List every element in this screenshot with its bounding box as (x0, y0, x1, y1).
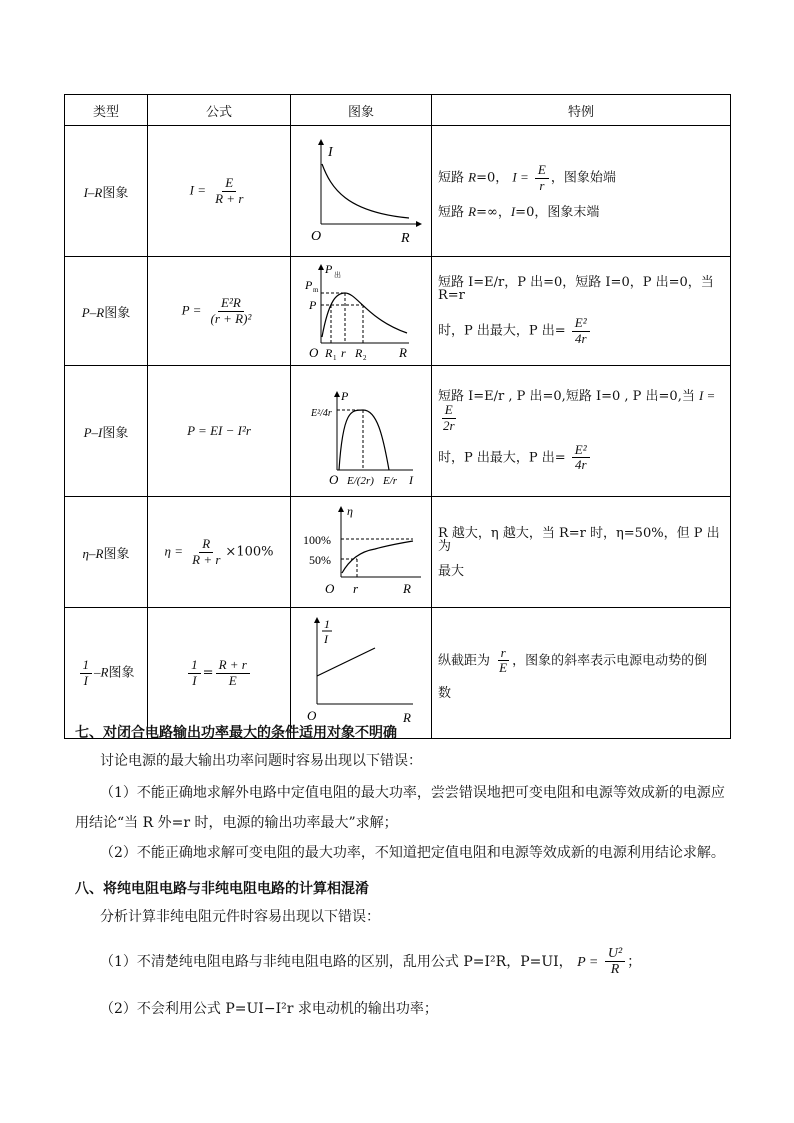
formula-cell: P = $\frac{\text{E²R}}{\text{(r + R)²}}$ (148, 257, 291, 366)
table-row (65, 366, 731, 497)
svg-text:2: 2 (363, 354, 367, 361)
type-cell: I–R图象 (65, 126, 148, 257)
section-7-item-1: （1）不能正确地求解外电路中定值电阻的最大功率，尝尝错误地把可变电阻和电源等效成新的电源应 (100, 785, 725, 801)
svg-text:I: I (324, 632, 328, 646)
eta-r-graph (291, 497, 432, 603)
curve (339, 410, 389, 470)
svg-text:R: R (355, 346, 363, 360)
formula-fraction: $\frac{E}{R + r}$ (215, 175, 244, 206)
section-8-title: 八、将纯电阻电路与非纯电阻电路的计算相混淆 (75, 881, 369, 897)
graph-cell (291, 497, 432, 608)
graph-cell (291, 366, 432, 497)
svg-text:50%: 50% (309, 553, 331, 567)
curve (342, 541, 413, 573)
svg-text:P: P (341, 389, 349, 403)
section-8-item-2: （2）不会利用公式 P=UI−I²r 求电动机的输出功率； (100, 1001, 438, 1017)
example-cell: 短路 I=E/r , P 出=0,短路 I=0 , P 出=0,当 I = $\frac{E}{2r}$ 时，P 出最大，P 出= $\frac{\text{E²}}{4r}$ (432, 366, 731, 497)
table-row (65, 257, 731, 366)
section-7-item-1-cont: 用结论“当 R 外=r 时，电源的输出功率最大”求解； (75, 815, 398, 831)
svg-text:O: O (309, 345, 319, 360)
formula-cell: I = $\frac{E}{R + r}$ (148, 126, 291, 257)
formula-cell: $\frac{1}{I}$ = $\frac{R + r}{E}$ (148, 608, 291, 739)
header-example: 特例 (432, 95, 731, 126)
line (317, 648, 375, 676)
example-cell: R 越大，η 越大，当 R=r 时，η=50%，但 P 出为 最大 (432, 497, 731, 608)
example-cell: 短路 R=0， I = $\frac{E}{r}$ ，图象始端 短路 R=∞，I=0，图象末端 (432, 126, 731, 257)
type-cell: P–I图象 (65, 366, 148, 497)
svg-text:1: 1 (324, 617, 330, 631)
svg-text:R: R (403, 581, 411, 596)
svg-text:100%: 100% (303, 533, 331, 547)
svg-text:η: η (347, 504, 353, 518)
i-r-graph (291, 126, 432, 252)
graph-cell (291, 608, 432, 739)
p-i-graph (291, 366, 432, 492)
svg-text:E/r: E/r (383, 475, 398, 487)
svg-text:m: m (313, 286, 319, 294)
section-7-title: 七、对闭合电路输出功率最大的条件适用对象不明确 (75, 725, 397, 741)
curve (322, 164, 409, 218)
origin-label: O (311, 229, 322, 244)
graph-cell (291, 126, 432, 257)
svg-text:E/(2r): E/(2r) (347, 475, 374, 487)
section-8-intro: 分析计算非纯电阻元件时容易出现以下错误： (100, 909, 380, 925)
header-graph: 图象 (291, 95, 432, 126)
svg-text:1: 1 (333, 354, 337, 361)
svg-text:r: r (353, 581, 359, 596)
graph-cell (291, 257, 432, 366)
example-cell: 短路 I=E/r，P 出=0，短路 I=0，P 出=0，当 R=r 时，P 出最大，P 出= $\frac{\text{E²}}{4r}$ (432, 257, 731, 366)
formula-cell: η = $\frac{R}{R + r}$ ×100% (148, 497, 291, 608)
section-8-item-1: （1）不清楚纯电阻电路与非纯电阻电路的区别，乱用公式 P=I²R，P=UI， P = $\frac{\text{U²}}{R}$ ； (100, 946, 642, 978)
comparison-table (64, 94, 731, 739)
svg-text:R: R (403, 710, 411, 725)
table-row (65, 608, 731, 739)
svg-text:r: r (341, 346, 346, 360)
type-cell: $\frac{1}{I}$ –R图象 (65, 608, 148, 739)
table-row (65, 126, 731, 257)
svg-text:R: R (325, 346, 333, 360)
example-cell: 纵截距为 $\frac{r}{E}$ ，图象的斜率表示电源电动势的倒 数 (432, 608, 731, 739)
type-cell: P–R图象 (65, 257, 148, 366)
svg-text:R: R (399, 345, 407, 360)
svg-text:P: P (309, 298, 317, 312)
table-header-row (65, 95, 731, 126)
y-label: I (328, 145, 333, 160)
svg-text:I: I (409, 473, 413, 487)
section-7-item-2: （2）不能正确地求解可变电阻的最大功率，不知道把定值电阻和电源等效成新的电源利用结论求解。 (100, 845, 725, 861)
p-r-graph (291, 257, 432, 361)
x-label: R (401, 231, 410, 246)
svg-text:P: P (325, 262, 333, 276)
table-row (65, 497, 731, 608)
section-7-intro: 讨论电源的最大输出功率问题时容易出现以下错误： (100, 753, 422, 769)
type-cell: η–R图象 (65, 497, 148, 608)
curve (322, 293, 407, 337)
formula-cell: P = EI − I²r (148, 366, 291, 497)
svg-text:E²/4r: E²/4r (311, 408, 332, 419)
header-formula: 公式 (148, 95, 291, 126)
svg-text:O: O (307, 708, 317, 723)
svg-text:P: P (305, 278, 313, 292)
svg-text:出: 出 (334, 271, 341, 279)
header-type: 类型 (65, 95, 148, 126)
svg-text:O: O (325, 581, 335, 596)
inverse-i-r-graph (291, 608, 432, 734)
svg-text:O: O (329, 472, 339, 487)
